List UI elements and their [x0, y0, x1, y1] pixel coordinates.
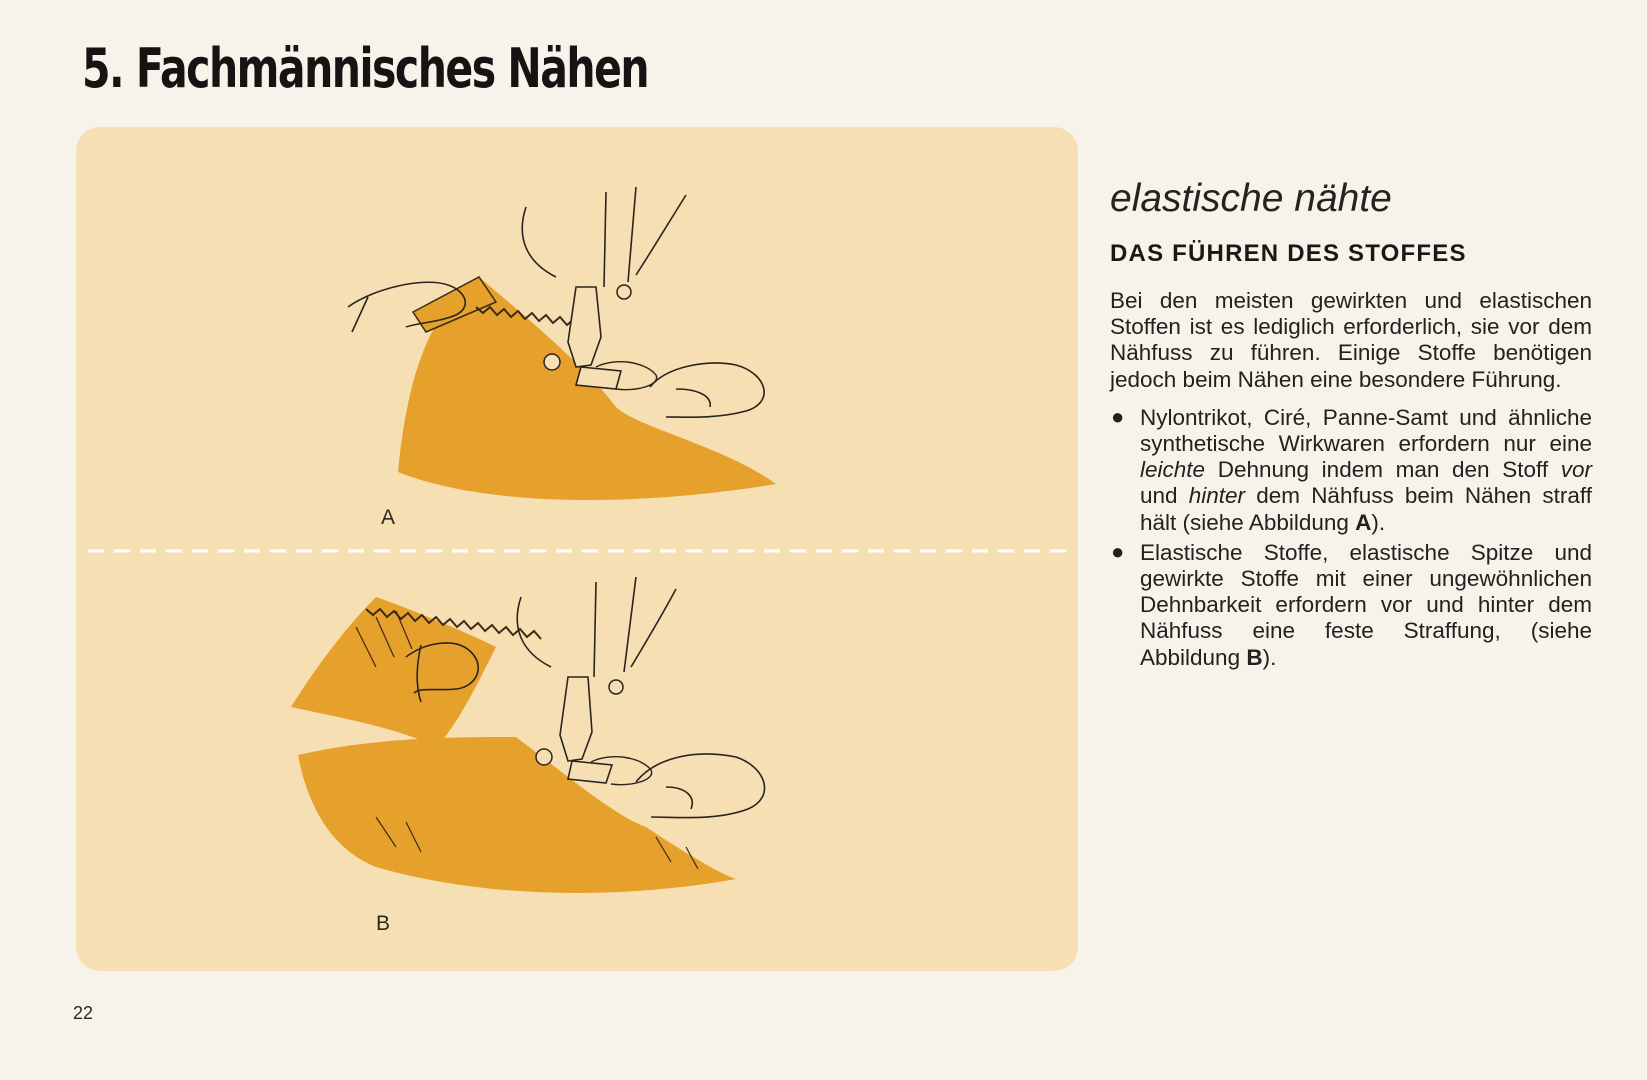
bullet-icon: ●: [1111, 403, 1125, 429]
figure-a: [348, 187, 776, 500]
figure-label-a: A: [381, 506, 396, 529]
page-title: 5. Fachmännisches Nähen: [82, 37, 649, 100]
illustration-panel: [76, 127, 1078, 971]
subsection-heading: DAS FÜHREN DES STOFFES: [1110, 240, 1467, 267]
bullet-2-text: Elastische Stoffe, elastische Spitze und gewirkte Stoffe mit einer ungewöhnlichen Dehnbarkeit erfordern vor und hinter dem Nähfuss eine feste Straffung, (siehe Abbildung: [1140, 539, 1592, 670]
bullet-2-text-2: ).: [1262, 644, 1277, 670]
bullet-1-text-5: ).: [1371, 509, 1386, 535]
section-heading: elastische nähte: [1110, 177, 1392, 220]
right-hand-a: [650, 363, 764, 417]
bullet-1-text-4: dem Nähfuss beim Nähen straff hält (siehe Abbildung: [1140, 483, 1592, 535]
bullet-1-text: Nylontrikot, Ciré, Panne-Samt und ähnliche synthetische Wirkwaren erfordern nur eine: [1140, 404, 1592, 457]
bullet-item-1: [1110, 405, 1592, 536]
machine-arm-a: [522, 187, 686, 287]
bullet-1-text-2: Dehnung indem man den Stoff: [1205, 457, 1561, 483]
fabric-b: [298, 737, 736, 893]
figure-ref-b: B: [1246, 644, 1263, 670]
intro-paragraph: Bei den meisten gewirkten und elastischen Stoffen ist es lediglich erforderlich, sie vor dem Nähfuss zu führen. Einige Stoffe benötigen jedoch beim Nähen eine besondere Führung.: [1110, 288, 1592, 392]
sewing-illustration: [76, 127, 1078, 971]
page-number: 22: [73, 1003, 94, 1023]
machine-arm-b: [517, 577, 676, 677]
bullet-1-emphasis-leichte: leichte: [1140, 457, 1206, 483]
bullet-icon: ●: [1111, 538, 1125, 564]
figure-ref-a: A: [1355, 509, 1372, 535]
bullet-1-text-3: und: [1140, 483, 1189, 509]
bullet-1-emphasis-vor: vor: [1560, 457, 1592, 483]
figure-b: [291, 577, 765, 893]
presser-foot-b: [560, 677, 612, 783]
bullet-list: [1110, 405, 1592, 671]
bullet-1-emphasis-hinter: hinter: [1188, 483, 1246, 509]
right-hand-b: [636, 754, 765, 818]
figure-label-b: B: [376, 912, 391, 935]
bullet-item-2: [1110, 540, 1592, 671]
text-column: [1110, 176, 1592, 675]
